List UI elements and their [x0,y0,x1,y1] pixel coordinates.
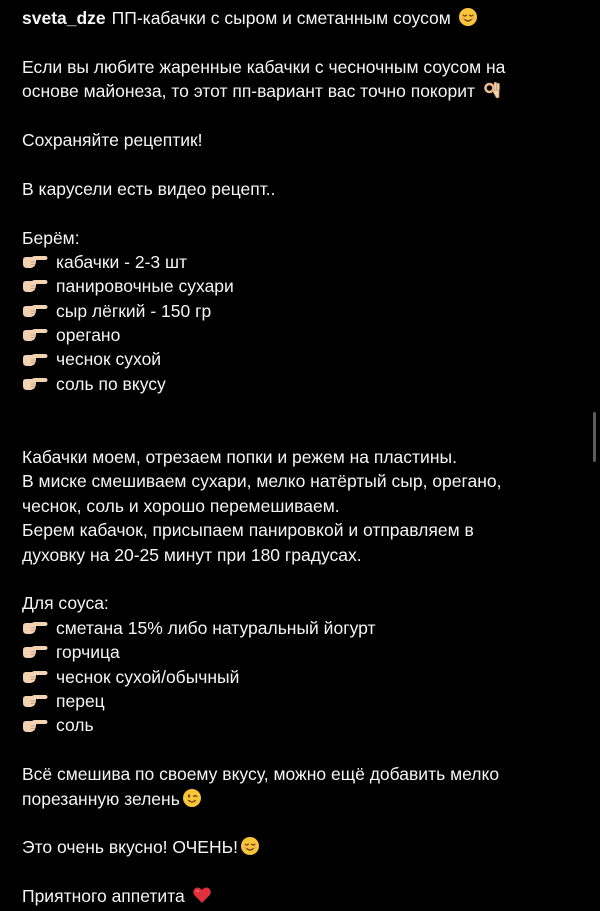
tasty-line-text: Это очень вкусно! ОЧЕНЬ! [22,837,238,858]
save-recipe-line: Сохраняйте рецептик! [22,129,203,150]
backhand-index-pointing-right-icon [22,278,48,294]
backhand-index-pointing-right-icon [22,254,48,270]
backhand-index-pointing-right-icon [22,376,48,392]
step-line: В миске смешиваем сухари, мелко натёртый сыр, орегано, [22,471,502,492]
list-item [22,299,582,323]
closing-line-text: Приятного аппетита [22,886,185,907]
list-item [22,665,582,689]
tasty-line [22,835,582,859]
backhand-index-pointing-right-icon [22,644,48,660]
relieved-face-icon [240,836,260,856]
post-title: ПП-кабачки с сыром и сметанным соусом [111,8,451,28]
ingredient-text: панировочные сухари [56,276,234,297]
ok-hand-icon [482,80,502,100]
backhand-index-pointing-right-icon [22,693,48,709]
list-item [22,323,582,347]
closing-line [22,884,582,908]
backhand-index-pointing-right-icon [22,352,48,368]
sauce-list [22,616,582,738]
list-item [22,250,582,274]
caption-title-line [22,6,582,30]
mix-line-2-text: порезанную зелень [22,788,180,809]
mix-line-1: Всё смешива по своему вкусу, можно ещё добавить мелко [22,764,500,785]
sauce-item-text: сметана 15% либо натуральный йогурт [56,617,376,638]
step-line: Кабачки моем, отрезаем попки и режем на пластины. [22,447,457,468]
list-item [22,689,582,713]
ingredient-text: орегано [56,325,121,346]
intro-line-2 [22,79,582,103]
list-item [22,616,582,640]
ingredient-text: кабачки - 2-3 шт [56,251,188,272]
relieved-face-icon [458,7,478,27]
list-item [22,372,582,396]
backhand-index-pointing-right-icon [22,303,48,319]
carousel-line: В карусели есть видео рецепт.. [22,178,276,199]
step-line: Берем кабачок, присыпаем панировкой и отправляем в [22,520,474,541]
sauce-item-text: чеснок сухой/обычный [56,666,240,687]
steps-block [22,445,582,567]
post-caption [22,6,582,908]
ingredients-heading: Берём: [22,227,80,248]
ingredient-text: сыр лёгкий - 150 гр [56,300,212,321]
step-line: духовку на 20-25 минут при 180 градусах. [22,544,362,565]
ingredient-text: соль по вкусу [56,373,166,394]
mix-line-2 [22,787,582,811]
sauce-item-text: соль [56,715,94,736]
username-link[interactable]: sveta_dze [22,8,106,28]
list-item [22,347,582,371]
ingredients-list [22,250,582,396]
winking-face-icon [182,788,202,808]
sauce-item-text: горчица [56,642,120,663]
sauce-item-text: перец [56,690,105,711]
step-line: чеснок, соль и хорошо перемешиваем. [22,495,340,516]
list-item [22,713,582,737]
backhand-index-pointing-right-icon [22,620,48,636]
backhand-index-pointing-right-icon [22,669,48,685]
list-item [22,274,582,298]
backhand-index-pointing-right-icon [22,327,48,343]
scrollbar-thumb[interactable] [593,412,596,462]
list-item [22,640,582,664]
intro-line-1: Если вы любите жаренные кабачки с чесночным соусом на [22,56,506,77]
ingredient-text: чеснок сухой [56,349,162,370]
sauce-heading: Для соуса: [22,593,109,614]
red-heart-icon [192,885,212,905]
backhand-index-pointing-right-icon [22,718,48,734]
intro-line-2-text: основе майонеза, то этот пп-вариант вас точно покорит [22,81,476,102]
